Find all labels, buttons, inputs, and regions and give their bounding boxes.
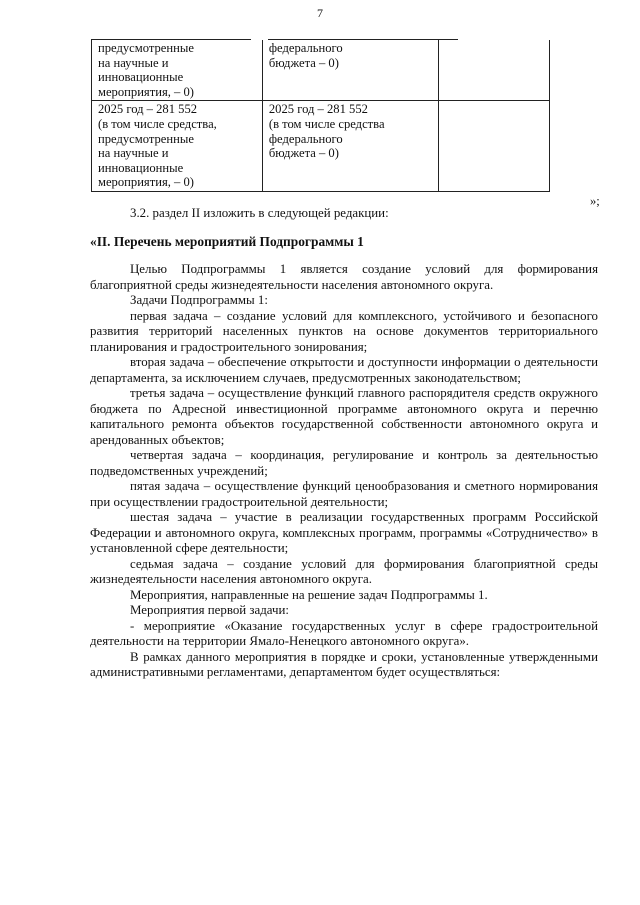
paragraph: вторая задача – обеспечение открытости и доступности информации о деятельности департамента, за исключением случаев, предусмотренных законодательством; — [90, 355, 598, 385]
table-cell-empty — [439, 40, 550, 101]
cell-text: 2025 год – 281 552 — [268, 102, 368, 117]
cell-text: (в том числе средства, — [98, 116, 217, 131]
cell-text: предусмотренные — [98, 131, 194, 146]
cell-text: мероприятия, – 0) — [98, 84, 194, 99]
cell-text: инновационные — [98, 160, 184, 175]
paragraph: Мероприятия первой задачи: — [130, 603, 289, 617]
section-heading: «II. Перечень мероприятий Подпрограммы 1 — [90, 233, 364, 249]
paragraph: третья задача – осуществление функций главного распорядителя средств окружного бюджета по Адресной инвестиционной программе автономного округа и перечню капитального ремонта объектов государственной собственности автономного округа и арендованных объектов; — [90, 386, 598, 447]
cell-text: на научные и — [98, 55, 169, 70]
page-number: 7 — [317, 6, 323, 20]
cell-text: инновационные — [98, 70, 184, 85]
table-cell-sources — [92, 101, 263, 192]
paragraph: Задачи Подпрограммы 1: — [130, 293, 268, 307]
cell-text: бюджета – 0) — [268, 146, 339, 161]
funding-table — [91, 40, 598, 192]
cell-text: бюджета – 0) — [268, 55, 339, 70]
cell-text: предусмотренные — [98, 41, 194, 55]
cell-text: федерального — [268, 41, 343, 55]
paragraph: четвертая задача – координация, регулирование и контроль за деятельностью подведомственных учреждений; — [90, 448, 598, 478]
paragraph: Мероприятия, направленные на решение задач Подпрограммы 1. — [130, 587, 488, 602]
closing-quote: »; — [590, 194, 600, 208]
paragraph: шестая задача – участие в реализации государственных программ Российской Федерации и автономного округа, комплексных программ, программы «Сотрудничество» в установленной сфере деятельности; — [90, 510, 598, 555]
paragraph: первая задача – создание условий для комплексного, устойчивого и безопасного развития территорий населенных пунктов на основе документов территориального планирования и градостроительного зонирования; — [90, 308, 598, 354]
cell-text: 2025 год – 281 552 — [98, 102, 198, 117]
cell-text: на научные и — [98, 146, 169, 161]
cell-text: (в том числе средства — [268, 116, 385, 131]
table-cell-empty — [550, 40, 598, 101]
paragraph: Целью Подпрограммы 1 является создание условий для формирования благоприятной среды жизнедеятельности населения автономного округа. — [90, 262, 598, 292]
table-cell-federal — [262, 101, 438, 192]
paragraph: - мероприятие «Оказание государственных услуг в сфере градостроительной деятельности на территории Ямало-Ненецкого автономного округа». — [90, 618, 598, 648]
table-cell-sources — [92, 40, 263, 101]
document-body — [90, 206, 598, 681]
paragraph: пятая задача – осуществление функций ценообразования и сметного нормирования при осуществлении градостроительной деятельности; — [90, 479, 598, 509]
table-cell-empty — [550, 101, 598, 192]
section-intro: 3.2. раздел II изложить в следующей редакции: — [130, 206, 389, 220]
paragraph: В рамках данного мероприятия в порядке и сроки, установленные утвержденными административными регламентами, департаментом будет осуществляться: — [90, 649, 598, 679]
table-row — [92, 101, 598, 192]
cell-text: мероприятия, – 0) — [98, 175, 194, 190]
cell-text: федерального — [268, 131, 343, 146]
paragraph: седьмая задача – создание условий для формирования благоприятной среды жизнедеятельности населения автономного округа. — [90, 556, 598, 586]
table-cell-federal — [262, 40, 438, 101]
table-row — [92, 40, 598, 101]
table-cell-empty — [439, 101, 550, 192]
